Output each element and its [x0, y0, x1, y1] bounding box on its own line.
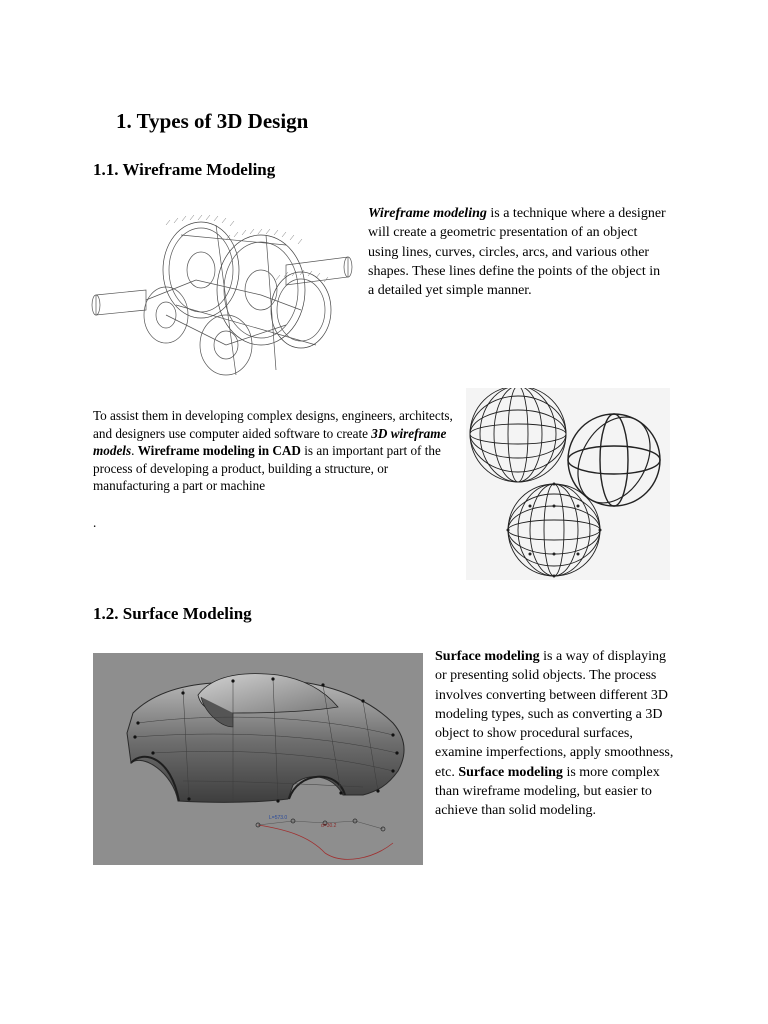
- surface-text-2: is more complex than wireframe modeling, but easier to achieve than solid modeling.: [435, 764, 660, 819]
- spheres-wireframe-image: [466, 388, 670, 580]
- wireframe-heading: 1.1. Wireframe Modeling: [93, 160, 276, 179]
- section-number: 1.: [116, 109, 132, 133]
- wireframe-cad-paragraph: [93, 407, 455, 495]
- car-surface-model-image: [93, 653, 423, 865]
- surface-heading: 1.2. Surface Modeling: [93, 604, 252, 623]
- stray-period: .: [93, 515, 97, 530]
- section-title: Types of 3D Design: [136, 109, 309, 133]
- surface-term-2: Surface modeling: [458, 764, 563, 780]
- car-label-1: L=573.0: [269, 815, 288, 821]
- wireframe-cad-term: Wireframe modeling in CAD: [137, 443, 301, 459]
- cad-text-b: .: [131, 443, 138, 459]
- surface-paragraph: [435, 647, 681, 821]
- wireframe-intro-text: is a technique where a designer will create a geometric presentation of an object using lines, curves, circles, arcs, and various other shapes. These lines define the points of the object in a detailed yet simple manner.: [368, 206, 666, 299]
- surface-term-1: Surface modeling: [435, 649, 540, 664]
- section-heading: [116, 109, 308, 134]
- cad-text-c: is an important part of the process of developing a product, building a structure, or manufacturing a part or machine: [93, 443, 441, 494]
- cad-text-a: To assist them in developing complex designs, engineers, architects, and designers use computer aided software to create: [93, 408, 453, 441]
- gearbox-wireframe-image: [86, 205, 354, 390]
- wireframe-models-term: 3D wireframe models: [93, 425, 447, 459]
- wireframe-term: Wireframe modeling: [368, 206, 487, 221]
- car-label-2: d=30.2: [321, 823, 337, 829]
- surface-text-1: is a way of displaying or presenting solid objects. The process involves converting between different 3D modeling types, such as converting a 3D object to show procedural surfaces, examine imperfections, apply smoothness, etc.: [435, 649, 674, 780]
- wireframe-intro-paragraph: [368, 204, 668, 300]
